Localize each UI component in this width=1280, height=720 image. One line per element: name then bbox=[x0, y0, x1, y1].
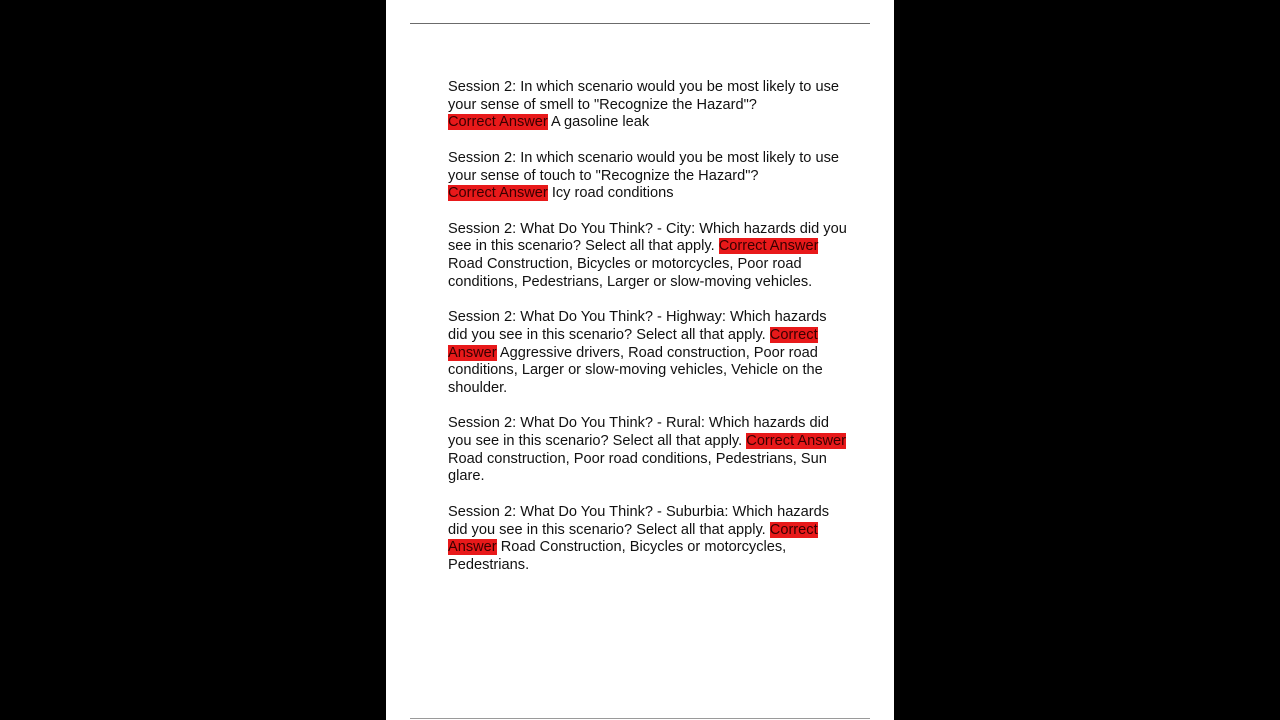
answer-text: Road construction, Poor road conditions, Pedestrians, Sun glare. bbox=[448, 450, 827, 485]
question-text: Session 2: What Do You Think? - City: Which hazards did you see in this scenario? Select all that apply. bbox=[448, 220, 847, 255]
correct-answer-label: Correct Answer bbox=[448, 114, 548, 131]
qa-item-smell bbox=[448, 79, 848, 132]
answer-text: Aggressive drivers, Road construction, Poor road conditions, Larger or slow-moving vehicles, Vehicle on the shoulder. bbox=[448, 344, 823, 396]
question-text: Session 2: What Do You Think? - Highway: Which hazards did you see in this scenario? Select all that apply. bbox=[448, 309, 827, 343]
correct-answer-label: Correct Answer bbox=[448, 521, 818, 556]
correct-answer-label: Correct Answer bbox=[718, 238, 819, 255]
answer-text: Icy road conditions bbox=[551, 185, 674, 202]
correct-answer-label: Correct Answer bbox=[448, 185, 548, 202]
correct-answer-label: Correct Answer bbox=[448, 326, 818, 361]
question-text: Session 2: What Do You Think? - Suburbia: Which hazards did you see in this scenario? Select all that apply. bbox=[448, 503, 829, 538]
header-divider bbox=[410, 23, 870, 24]
question-text: Session 2: In which scenario would you be most likely to use your sense of touch to "Recognize the Hazard"? bbox=[448, 149, 839, 184]
qa-item-highway bbox=[448, 309, 848, 398]
answer-text: A gasoline leak bbox=[551, 114, 650, 131]
footer-divider bbox=[410, 718, 870, 719]
question-text: Session 2: In which scenario would you be most likely to use your sense of smell to "Recognize the Hazard"? bbox=[448, 79, 839, 113]
qa-item-rural bbox=[448, 415, 848, 486]
qa-item-suburbia bbox=[448, 504, 848, 575]
answer-text: Road Construction, Bicycles or motorcycles, Poor road conditions, Pedestrians, Larger or slow-moving vehicles. bbox=[448, 256, 813, 290]
document-page bbox=[386, 0, 894, 720]
answer-text: Road Construction, Bicycles or motorcycles, Pedestrians. bbox=[448, 539, 787, 573]
document-content bbox=[448, 79, 848, 592]
question-text: Session 2: What Do You Think? - Rural: Which hazards did you see in this scenario? Select all that apply. bbox=[448, 415, 829, 449]
qa-item-touch bbox=[448, 150, 848, 203]
qa-item-city bbox=[448, 221, 848, 292]
correct-answer-label: Correct Answer bbox=[746, 433, 847, 449]
